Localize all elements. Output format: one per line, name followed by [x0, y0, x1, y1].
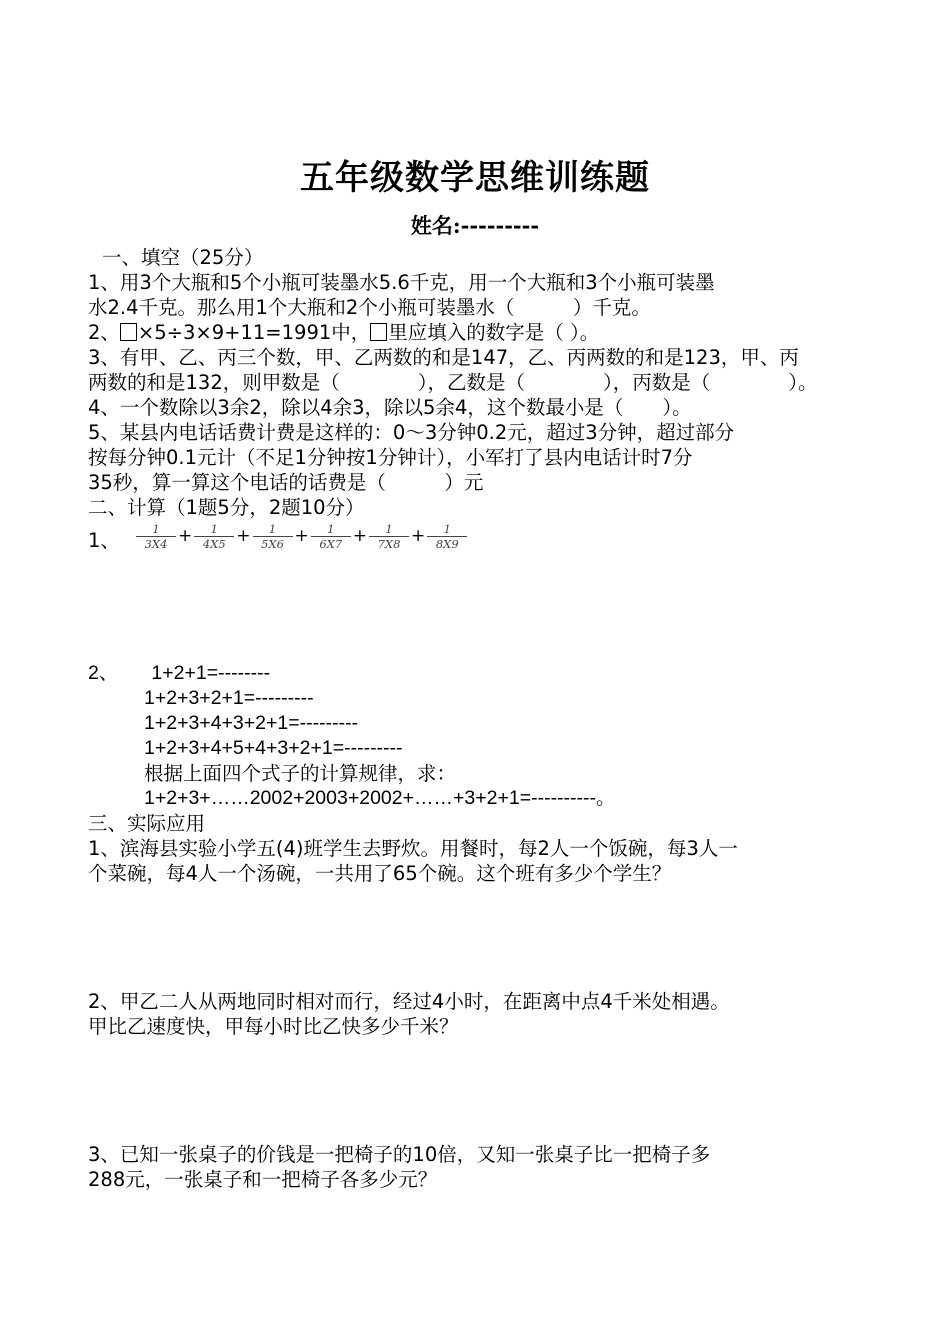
fraction-sum-expression	[88, 522, 878, 562]
fraction-numerator: 1	[443, 522, 451, 536]
question-1-2	[88, 320, 878, 345]
pattern-line-2: 1+2+3+2+1=---------	[144, 687, 314, 709]
section2-heading: 二、计算（1题5分，2题10分）	[88, 496, 365, 519]
fraction-numerator: 1	[210, 522, 218, 536]
question-3-3-line1: 3、已知一张桌子的价钱是一把椅子的10倍，又知一张桌子比一把椅子多	[88, 1143, 711, 1166]
fraction-numerator: 1	[268, 522, 277, 536]
blank-box-icon	[120, 323, 137, 341]
fraction-list	[136, 522, 467, 551]
question-1-2-prefix: 2、	[88, 321, 120, 344]
fraction	[253, 522, 293, 551]
section1-heading: 一、填空（25分）	[102, 246, 264, 269]
fraction-numerator: 1	[152, 522, 160, 536]
plus-sign: +	[352, 526, 367, 546]
question-3-2-line2: 甲比乙速度快，甲每小时比乙快多少千米？	[88, 1015, 459, 1038]
question-1-1-line2: 水2.4千克。那么用1个大瓶和2个小瓶可装墨水（ ）千克。	[88, 296, 651, 319]
question-1-5-line1: 5、某县内电话话费计费是这样的：0～3分钟0.2元，超过3分钟，超过部分	[88, 421, 735, 444]
question-3-3-line2: 288元，一张桌子和一把椅子各多少元？	[88, 1168, 438, 1191]
pattern-line-4: 1+2+3+4+5+4+3+2+1=---------	[144, 737, 403, 759]
question-1-3-line1: 3、有甲、乙、丙三个数，甲、乙两数的和是147，乙、丙两数的和是123，甲、丙	[88, 346, 799, 369]
fraction-denominator: 5X6	[261, 537, 284, 551]
name-field-label: 姓名:---------	[410, 213, 540, 238]
plus-sign: +	[411, 526, 426, 546]
fraction	[427, 522, 467, 551]
fraction-denominator: 6X7	[319, 537, 343, 551]
fraction	[369, 522, 409, 551]
question-2-1-label: 1、	[88, 529, 120, 552]
question-1-5-line2: 按每分钟0.1元计（不足1分钟按1分钟计），小军打了县内电话计时7分	[88, 446, 693, 469]
plus-sign: +	[236, 526, 251, 546]
question-1-2-suffix: 里应填入的数字是（ ）。	[388, 321, 600, 344]
blank-box-icon	[370, 323, 387, 341]
question-1-2-mid: ×5÷3×9+11=1991中，	[137, 321, 371, 344]
question-3-1-line1: 1、滨海县实验小学五(4)班学生去野炊。用餐时，每2人一个饭碗，每3人一	[88, 837, 738, 860]
question-1-3-line2: 两数的和是132，则甲数是（ ），乙数是（ ），丙数是（ ）。	[88, 371, 818, 394]
fraction-denominator: 8X9	[435, 537, 459, 551]
question-3-2-line1: 2、甲乙二人从两地同时相对而行，经过4小时，在距离中点4千米处相遇。	[88, 990, 730, 1013]
worksheet-content	[88, 245, 878, 1192]
fraction-numerator: 1	[327, 522, 335, 536]
fraction	[136, 522, 176, 551]
page-title: 五年级数学思维训练题	[300, 158, 650, 198]
fraction	[194, 522, 234, 551]
plus-sign: +	[294, 526, 309, 546]
question-1-4: 4、一个数除以3余2，除以4余3，除以5余4，这个数最小是（ ）。	[88, 396, 692, 419]
pattern-line-1: 1+2+1=--------	[146, 662, 271, 684]
section3-heading: 三、实际应用	[88, 812, 206, 835]
fraction-numerator: 1	[385, 522, 393, 536]
question-3-1-line2: 个菜碗，每4人一个汤碗，一共用了65个碗。这个班有多少个学生？	[88, 862, 672, 885]
fraction-denominator: 7X8	[377, 537, 401, 551]
pattern-target: 1+2+3+……2002+2003+2002+……+3+2+1=----------。	[144, 787, 616, 809]
pattern-instruction: 根据上面四个式子的计算规律，求：	[144, 762, 457, 785]
pattern-line-3: 1+2+3+4+3+2+1=---------	[144, 712, 359, 734]
question-2-2-line1	[88, 661, 878, 686]
fraction-denominator: 4X5	[202, 537, 226, 551]
fraction	[311, 522, 351, 551]
fraction-denominator: 3X4	[144, 537, 168, 551]
question-1-1-line1: 1、用3个大瓶和5个小瓶可装墨水5.6千克，用一个大瓶和3个小瓶可装墨	[88, 271, 715, 294]
plus-sign: +	[178, 526, 193, 546]
question-2-2-label: 2、	[88, 662, 119, 684]
question-1-5-line3: 35秒，算一算这个电话的话费是（ ）元	[88, 471, 484, 494]
